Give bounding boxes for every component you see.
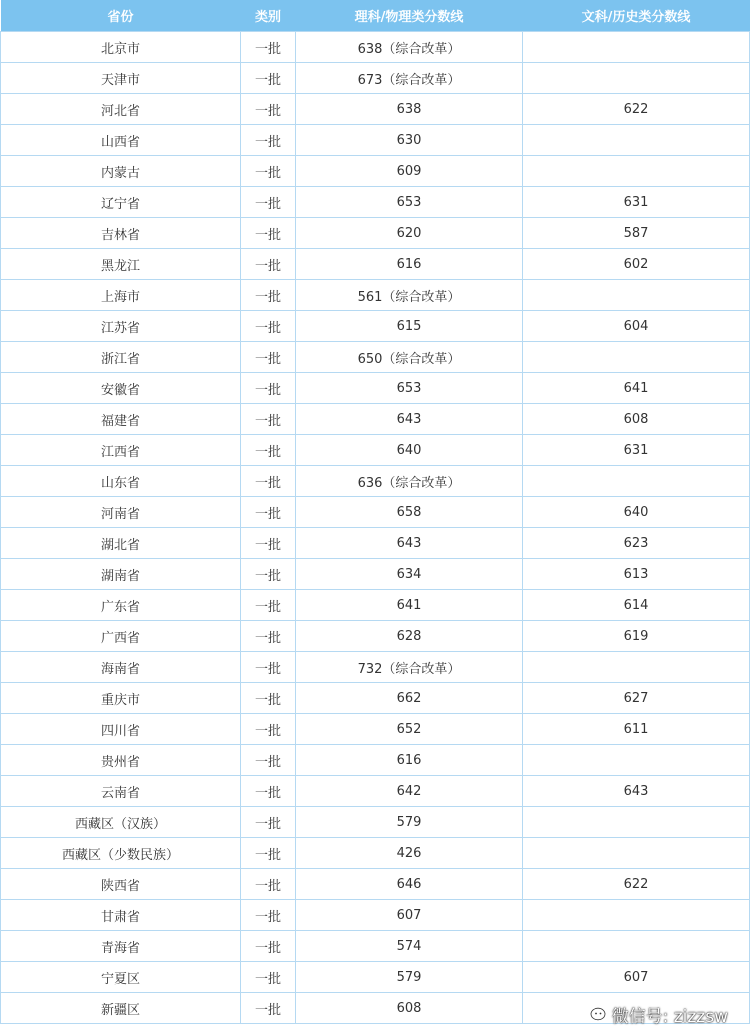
- science-score-cell: 732（综合改革）: [296, 652, 523, 683]
- table-row: [1, 838, 750, 869]
- province-cell: 山东省: [1, 466, 241, 497]
- province-cell: 重庆市: [1, 683, 241, 714]
- liberal-score-cell: 643: [523, 776, 750, 807]
- province-cell: 湖北省: [1, 528, 241, 559]
- category-cell: 一批: [241, 187, 296, 218]
- province-cell: 福建省: [1, 404, 241, 435]
- science-score-cell: 607: [296, 900, 523, 931]
- table-row: [1, 745, 750, 776]
- province-cell: 甘肃省: [1, 900, 241, 931]
- category-cell: 一批: [241, 342, 296, 373]
- liberal-score-cell: 627: [523, 683, 750, 714]
- science-score-cell: 630: [296, 125, 523, 156]
- category-cell: 一批: [241, 931, 296, 962]
- category-cell: 一批: [241, 32, 296, 63]
- header-science-score: 理科/物理类分数线: [296, 0, 523, 32]
- province-cell: 陕西省: [1, 869, 241, 900]
- science-score-cell: 561（综合改革）: [296, 280, 523, 311]
- category-cell: 一批: [241, 466, 296, 497]
- science-score-cell: 609: [296, 156, 523, 187]
- province-cell: 安徽省: [1, 373, 241, 404]
- table-row: [1, 559, 750, 590]
- category-cell: 一批: [241, 404, 296, 435]
- liberal-score-cell: 631: [523, 435, 750, 466]
- table-row: [1, 311, 750, 342]
- header-row: [1, 0, 750, 32]
- header-province: 省份: [1, 0, 241, 32]
- category-cell: 一批: [241, 435, 296, 466]
- liberal-score-cell: 604: [523, 311, 750, 342]
- liberal-score-cell: [523, 342, 750, 373]
- table-row: [1, 466, 750, 497]
- table-row: [1, 528, 750, 559]
- science-score-cell: 642: [296, 776, 523, 807]
- liberal-score-cell: [523, 280, 750, 311]
- science-score-cell: 574: [296, 931, 523, 962]
- liberal-score-cell: [523, 652, 750, 683]
- table-row: [1, 621, 750, 652]
- liberal-score-cell: 614: [523, 590, 750, 621]
- table-row: [1, 776, 750, 807]
- table-header: [1, 0, 750, 32]
- science-score-cell: 641: [296, 590, 523, 621]
- liberal-score-cell: [523, 32, 750, 63]
- table-row: [1, 931, 750, 962]
- province-cell: 江苏省: [1, 311, 241, 342]
- province-cell: 西藏区（少数民族）: [1, 838, 241, 869]
- province-cell: 江西省: [1, 435, 241, 466]
- wechat-watermark: [581, 1001, 728, 1028]
- table-row: [1, 125, 750, 156]
- category-cell: 一批: [241, 156, 296, 187]
- science-score-cell: 616: [296, 249, 523, 280]
- science-score-cell: 673（综合改革）: [296, 63, 523, 94]
- science-score-cell: 608: [296, 993, 523, 1024]
- province-cell: 广西省: [1, 621, 241, 652]
- table-row: [1, 652, 750, 683]
- table-row: [1, 32, 750, 63]
- table-row: [1, 249, 750, 280]
- table-row: [1, 900, 750, 931]
- category-cell: 一批: [241, 807, 296, 838]
- category-cell: 一批: [241, 621, 296, 652]
- category-cell: 一批: [241, 528, 296, 559]
- liberal-score-cell: [523, 745, 750, 776]
- province-cell: 贵州省: [1, 745, 241, 776]
- liberal-score-cell: [523, 931, 750, 962]
- liberal-score-cell: 607: [523, 962, 750, 993]
- province-cell: 云南省: [1, 776, 241, 807]
- science-score-cell: 638: [296, 94, 523, 125]
- province-cell: 浙江省: [1, 342, 241, 373]
- province-cell: 内蒙古: [1, 156, 241, 187]
- table-row: [1, 497, 750, 528]
- province-cell: 青海省: [1, 931, 241, 962]
- science-score-cell: 636（综合改革）: [296, 466, 523, 497]
- science-score-cell: 646: [296, 869, 523, 900]
- liberal-score-cell: 608: [523, 404, 750, 435]
- province-cell: 四川省: [1, 714, 241, 745]
- category-cell: 一批: [241, 869, 296, 900]
- liberal-score-cell: 619: [523, 621, 750, 652]
- category-cell: 一批: [241, 249, 296, 280]
- category-cell: 一批: [241, 652, 296, 683]
- category-cell: 一批: [241, 311, 296, 342]
- province-cell: 上海市: [1, 280, 241, 311]
- table-row: [1, 807, 750, 838]
- category-cell: 一批: [241, 993, 296, 1024]
- science-score-cell: 616: [296, 745, 523, 776]
- liberal-score-cell: [523, 63, 750, 94]
- category-cell: 一批: [241, 373, 296, 404]
- category-cell: 一批: [241, 94, 296, 125]
- science-score-cell: 650（综合改革）: [296, 342, 523, 373]
- category-cell: 一批: [241, 683, 296, 714]
- liberal-score-cell: [523, 125, 750, 156]
- science-score-cell: 615: [296, 311, 523, 342]
- wechat-icon: [581, 1001, 607, 1028]
- province-cell: 河南省: [1, 497, 241, 528]
- liberal-score-cell: [523, 838, 750, 869]
- table-row: [1, 156, 750, 187]
- category-cell: 一批: [241, 559, 296, 590]
- province-cell: 山西省: [1, 125, 241, 156]
- table-row: [1, 869, 750, 900]
- science-score-cell: 653: [296, 187, 523, 218]
- province-cell: 广东省: [1, 590, 241, 621]
- table-row: [1, 342, 750, 373]
- table-row: [1, 218, 750, 249]
- province-cell: 西藏区（汉族）: [1, 807, 241, 838]
- table-row: [1, 435, 750, 466]
- table-row: [1, 373, 750, 404]
- category-cell: 一批: [241, 280, 296, 311]
- table-row: [1, 94, 750, 125]
- province-cell: 宁夏区: [1, 962, 241, 993]
- science-score-cell: 653: [296, 373, 523, 404]
- liberal-score-cell: 622: [523, 869, 750, 900]
- category-cell: 一批: [241, 745, 296, 776]
- province-cell: 北京市: [1, 32, 241, 63]
- liberal-score-cell: 613: [523, 559, 750, 590]
- science-score-cell: 579: [296, 807, 523, 838]
- category-cell: 一批: [241, 838, 296, 869]
- category-cell: 一批: [241, 590, 296, 621]
- province-cell: 湖南省: [1, 559, 241, 590]
- table-row: [1, 280, 750, 311]
- liberal-score-cell: 631: [523, 187, 750, 218]
- liberal-score-cell: 602: [523, 249, 750, 280]
- header-liberal-score: 文科/历史类分数线: [523, 0, 750, 32]
- header-category: 类别: [241, 0, 296, 32]
- category-cell: 一批: [241, 962, 296, 993]
- table-row: [1, 683, 750, 714]
- science-score-cell: 652: [296, 714, 523, 745]
- liberal-score-cell: 622: [523, 94, 750, 125]
- province-cell: 吉林省: [1, 218, 241, 249]
- liberal-score-cell: [523, 466, 750, 497]
- category-cell: 一批: [241, 125, 296, 156]
- province-cell: 黑龙江: [1, 249, 241, 280]
- science-score-cell: 662: [296, 683, 523, 714]
- science-score-cell: 638（综合改革）: [296, 32, 523, 63]
- table-body: [1, 32, 750, 1024]
- table-row: [1, 714, 750, 745]
- science-score-cell: 640: [296, 435, 523, 466]
- category-cell: 一批: [241, 497, 296, 528]
- liberal-score-cell: 611: [523, 714, 750, 745]
- science-score-cell: 643: [296, 404, 523, 435]
- science-score-cell: 643: [296, 528, 523, 559]
- science-score-cell: 620: [296, 218, 523, 249]
- science-score-cell: 426: [296, 838, 523, 869]
- liberal-score-cell: [523, 156, 750, 187]
- science-score-cell: 579: [296, 962, 523, 993]
- watermark-text: 微信号: zizzsw: [611, 1007, 728, 1027]
- liberal-score-cell: 587: [523, 218, 750, 249]
- liberal-score-cell: 623: [523, 528, 750, 559]
- category-cell: 一批: [241, 776, 296, 807]
- category-cell: 一批: [241, 218, 296, 249]
- table-row: [1, 962, 750, 993]
- province-cell: 海南省: [1, 652, 241, 683]
- table-row: [1, 63, 750, 94]
- liberal-score-cell: 640: [523, 497, 750, 528]
- liberal-score-cell: [523, 900, 750, 931]
- category-cell: 一批: [241, 63, 296, 94]
- table-row: [1, 187, 750, 218]
- province-cell: 天津市: [1, 63, 241, 94]
- science-score-cell: 658: [296, 497, 523, 528]
- category-cell: 一批: [241, 714, 296, 745]
- category-cell: 一批: [241, 900, 296, 931]
- science-score-cell: 634: [296, 559, 523, 590]
- province-cell: 新疆区: [1, 993, 241, 1024]
- table-row: [1, 590, 750, 621]
- table-row: [1, 404, 750, 435]
- liberal-score-cell: [523, 807, 750, 838]
- science-score-cell: 628: [296, 621, 523, 652]
- province-cell: 辽宁省: [1, 187, 241, 218]
- liberal-score-cell: 641: [523, 373, 750, 404]
- province-cell: 河北省: [1, 94, 241, 125]
